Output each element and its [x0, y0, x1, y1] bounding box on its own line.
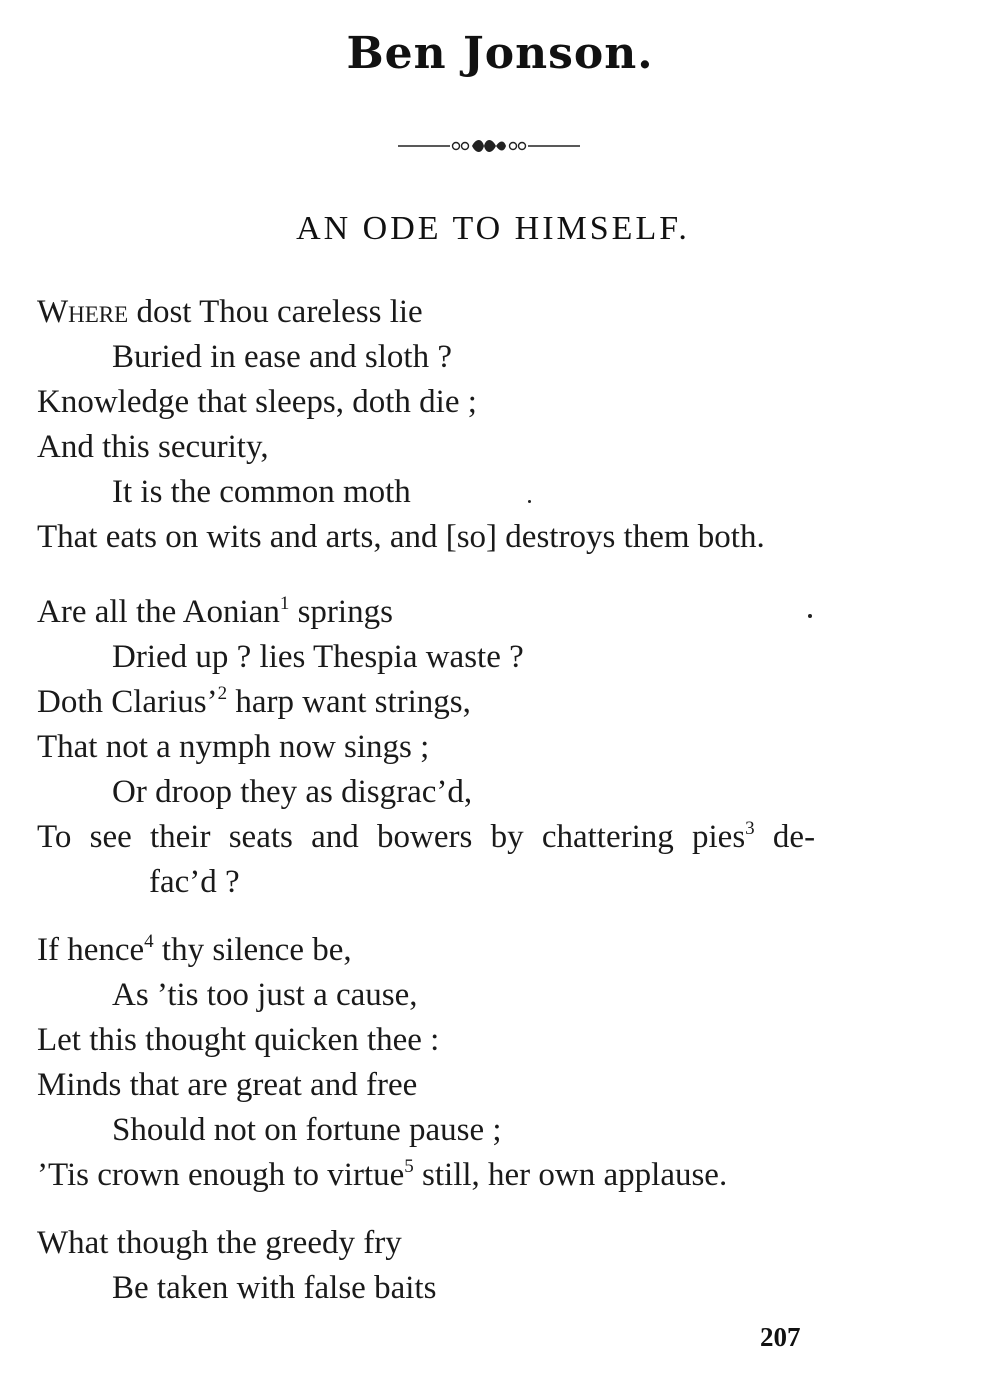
page-number: 207 [760, 1322, 801, 1352]
stanza-1 [37, 290, 967, 560]
verse-line: Dried up ? lies Thespia waste ? [112, 639, 524, 675]
verse-line: Buried in ease and sloth ? [112, 339, 452, 375]
verse-line: Minds that are great and free [37, 1067, 418, 1103]
verse-line: If hence$^4$ thy silence be, [37, 931, 352, 968]
verse-line: As ’tis too just a cause, [112, 977, 418, 1013]
verse-line: Or droop they as disgrac’d, [112, 774, 473, 810]
verse-line: ’Tis crown enough to virtue$^5$ still, her own applause. [37, 1156, 728, 1193]
verse-line: Should not on fortune pause ; [112, 1112, 502, 1148]
verse-line: It is the common moth [112, 474, 411, 510]
author-heading: Ben Jonson. [346, 28, 654, 79]
verse-line: Let this thought quicken thee : [37, 1022, 440, 1058]
print-speck [808, 614, 812, 618]
print-speck [528, 500, 531, 503]
poem-title: AN ODE TO HIMSELF. [296, 210, 690, 247]
verse-line: Knowledge that sleeps, doth die ; [37, 384, 477, 420]
verse-line: Doth Clarius’$^2$ harp want strings, [37, 683, 471, 720]
stanza-4 [37, 1221, 967, 1311]
ornament-divider [398, 136, 580, 156]
verse-line: Where dost Thou careless lie [37, 294, 423, 330]
stanza-3 [37, 928, 967, 1198]
verse-line: To see their seats and bowers by chattering pies$^3$ de- [37, 818, 816, 855]
verse-line: Are all the Aonian$^1$ springs [37, 593, 393, 630]
footnote-marker: 5 [404, 1156, 414, 1177]
footnote-marker: 3 [745, 818, 755, 839]
small-caps-word: Where [37, 294, 129, 330]
verse-line: That not a nymph now sings ; [37, 729, 430, 765]
verse-line: And this security, [37, 429, 269, 465]
footnote-marker: 1 [279, 593, 290, 614]
verse-line: Be taken with false baits [112, 1270, 437, 1306]
verse-line: That eats on wits and arts, and [so] destroys them both. [37, 519, 765, 555]
footnote-marker: 4 [144, 931, 154, 952]
verse-line-continuation: fac’d ? [149, 864, 240, 900]
stanza-2 [37, 590, 967, 905]
footnote-marker: 2 [217, 683, 228, 704]
verse-line: What though the greedy fry [37, 1225, 402, 1261]
